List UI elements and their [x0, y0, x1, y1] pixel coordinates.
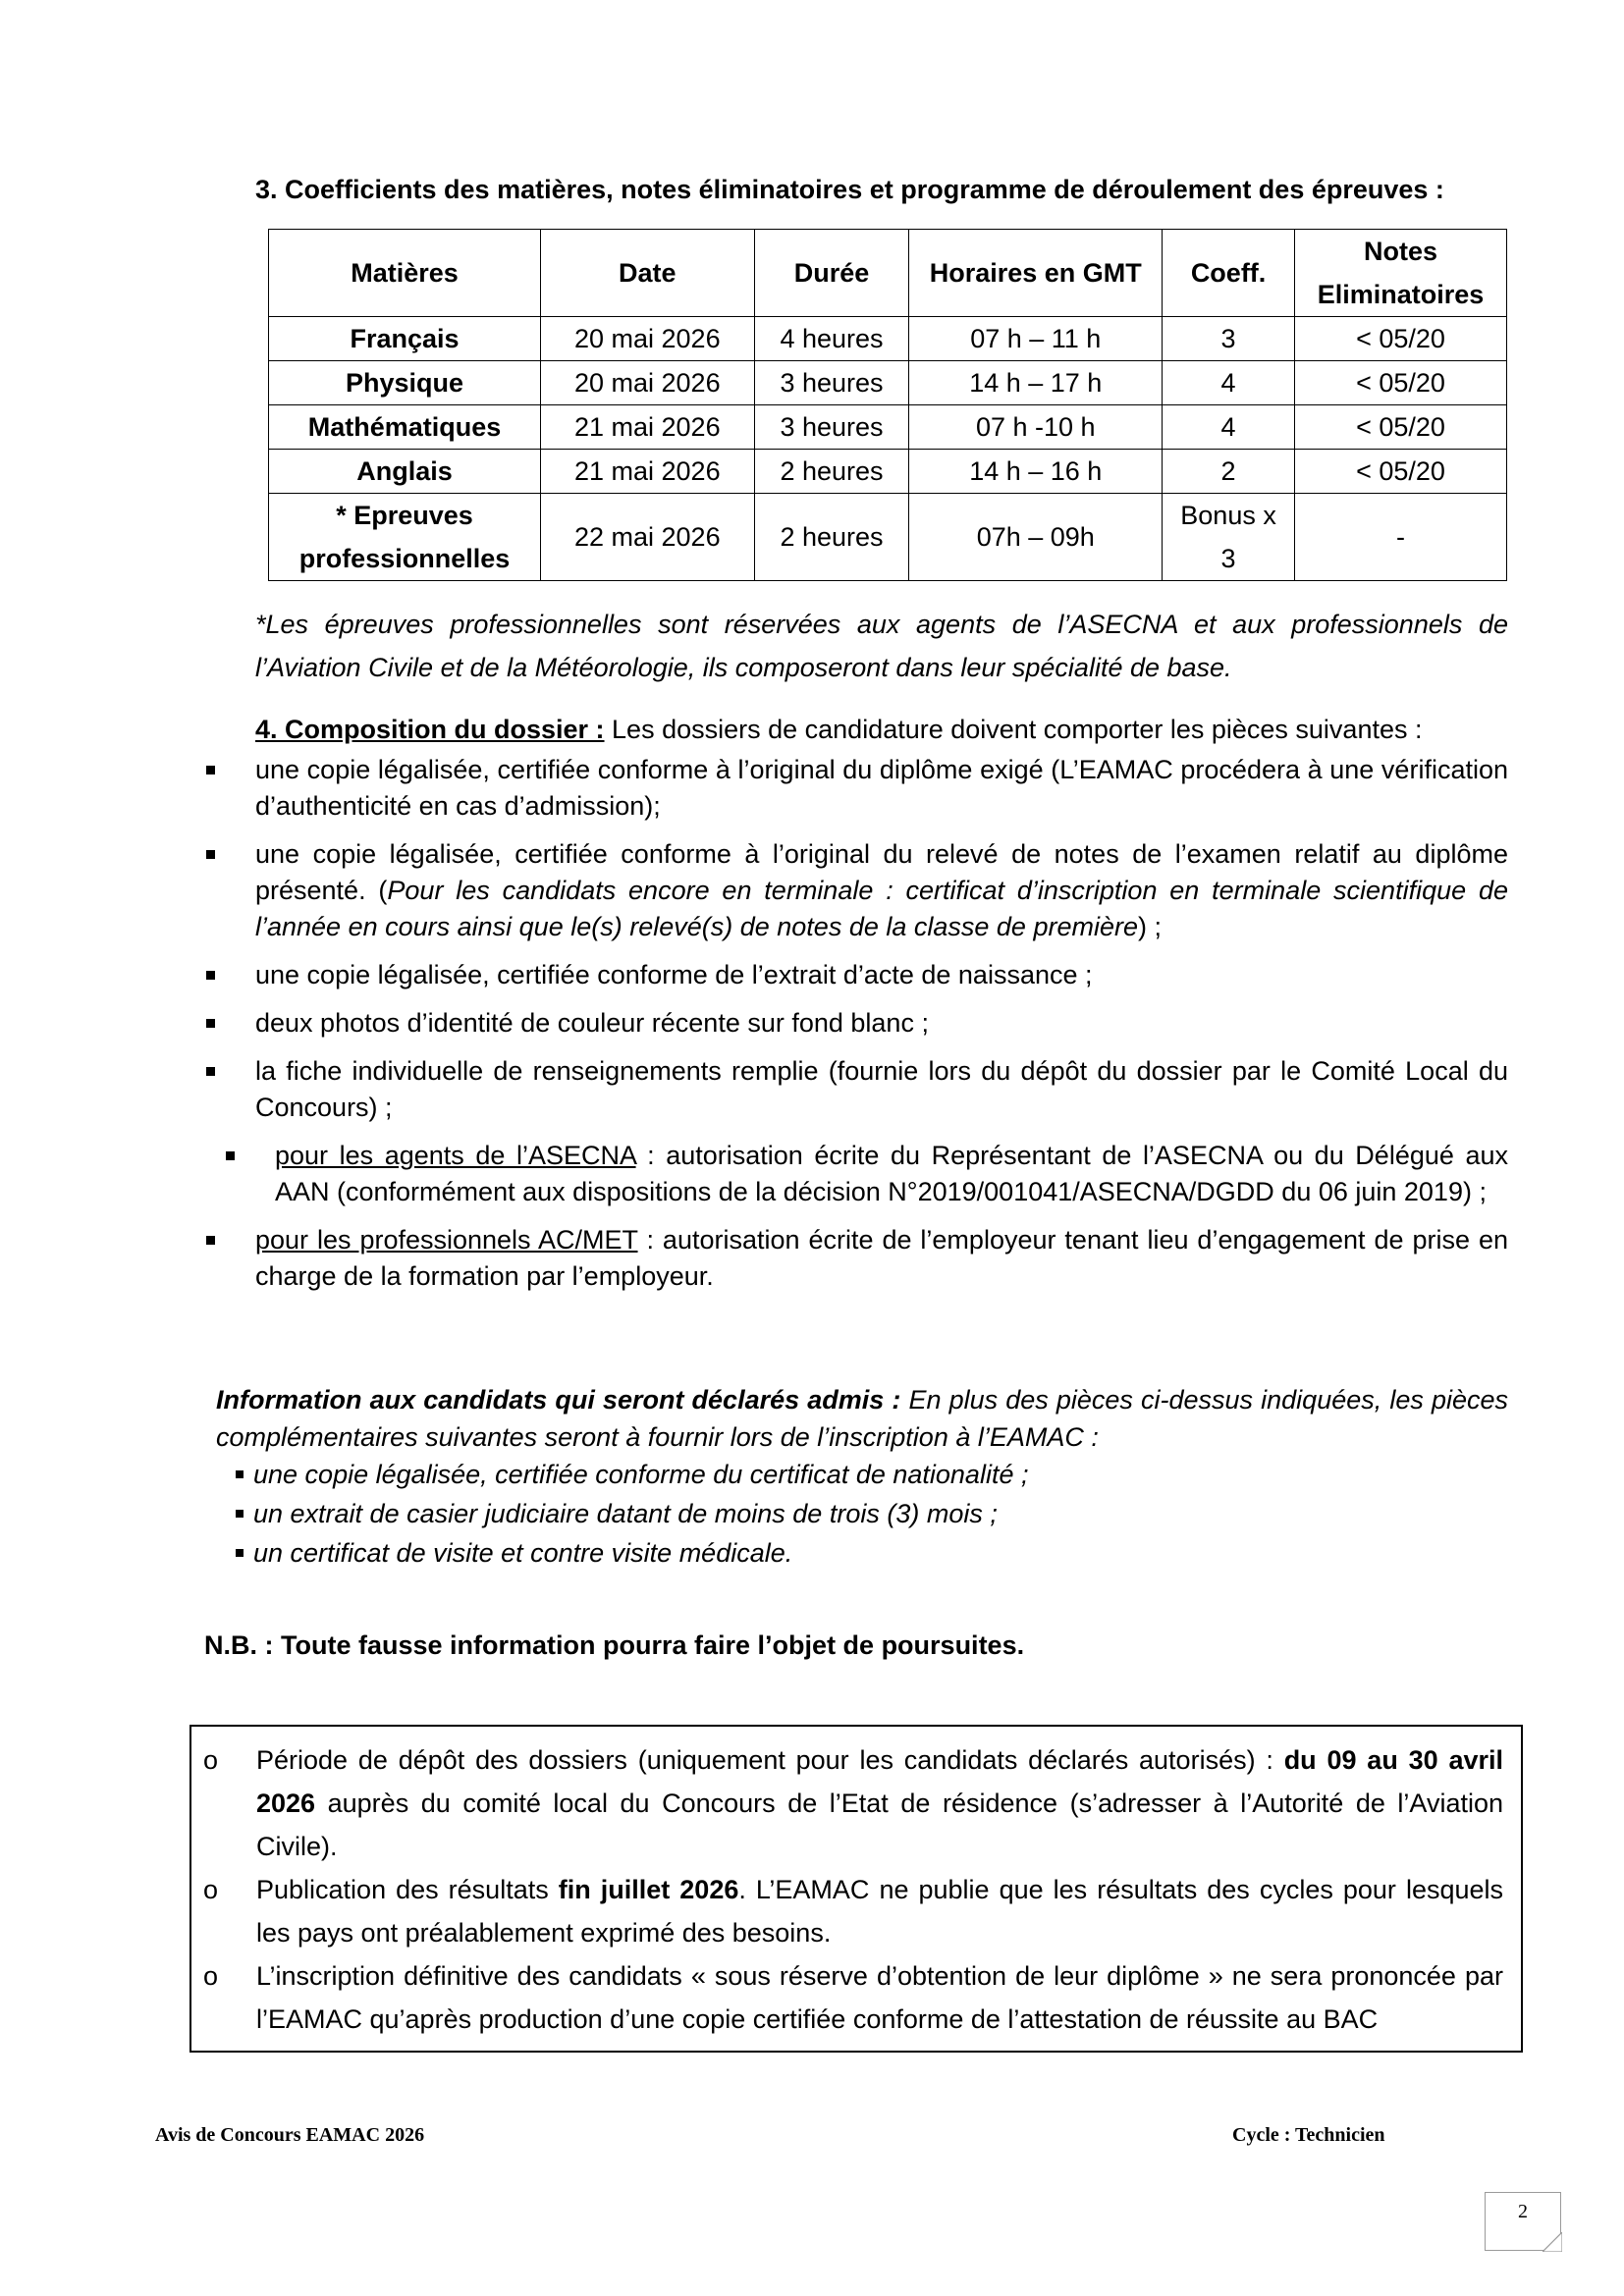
cell-date: 21 mai 2026 [540, 450, 754, 494]
list-item [253, 1457, 1432, 1493]
cell-horaires: 07 h -10 h [909, 405, 1163, 450]
dossier-list [255, 752, 1508, 1307]
info-list [253, 1457, 1432, 1575]
cell-matiere: Français [269, 317, 541, 361]
nb-warning: N.B. : Toute fausse information pourra faire l’objet de poursuites. [204, 1630, 1025, 1660]
cell-duree: 3 heures [754, 361, 909, 405]
cell-horaires: 07 h – 11 h [909, 317, 1163, 361]
list-item [203, 1738, 1503, 1868]
cell-notes: < 05/20 [1295, 361, 1507, 405]
table-row [269, 405, 1507, 450]
list-item [255, 957, 1508, 993]
section-4-intro-text: Les dossiers de candidature doivent comporter les pièces suivantes : [604, 715, 1423, 744]
square-bullet-icon [206, 1236, 215, 1245]
cell-matiere: Anglais [269, 450, 541, 494]
results-text: Publication des résultats [256, 1875, 559, 1904]
cell-matiere: * Epreuves professionnelles [269, 494, 541, 581]
list-item [255, 1005, 1508, 1041]
cell-notes: < 05/20 [1295, 317, 1507, 361]
deadlines-box [189, 1725, 1523, 2053]
cell-duree: 2 heures [754, 450, 909, 494]
header-coeff: Coeff. [1163, 230, 1295, 317]
cell-coeff: 4 [1163, 361, 1295, 405]
header-notes-text: Notes Eliminatoires [1317, 237, 1485, 309]
square-bullet-icon [236, 1549, 244, 1557]
acmet-label: pour les professionnels AC/MET [255, 1225, 638, 1255]
asecna-label: pour les agents de l’ASECNA [275, 1141, 636, 1170]
header-horaires: Horaires en GMT [909, 230, 1163, 317]
cell-coeff: 4 [1163, 405, 1295, 450]
registration-text: L’inscription définitive des candidats « sous réserve d’obtention de leur diplôme » ne sera prononcée par l’EAMAC qu’après production d’une copie certifiée conforme de l’attestation de réussite au BAC [256, 1961, 1503, 2034]
list-item-text: deux photos d’identité de couleur récente sur fond blanc ; [255, 1008, 929, 1038]
table-row [269, 494, 1507, 581]
cell-notes: < 05/20 [1295, 450, 1507, 494]
info-label: Information aux candidats qui seront déclarés admis : [216, 1385, 901, 1415]
list-item-italic-text: Pour les candidats encore en terminale : certificat d’inscription en terminale scientifique de l’année en cours ainsi que le(s) relevé(s) de notes de la classe de première [255, 876, 1508, 941]
acmet-text: : autorisation écrite de l’employeur tenant lieu d’engagement de prise en charge de la formation par l’employeur. [255, 1225, 1508, 1291]
table-header-row [269, 230, 1507, 317]
list-item [255, 752, 1508, 825]
page-number-box [1485, 2192, 1561, 2251]
section-4-title: 4. Composition du dossier : [255, 715, 605, 744]
section-3-title: 3. Coefficients des matières, notes éliminatoires et programme de déroulement des épreuves : [255, 175, 1444, 204]
circle-bullet-icon: o [203, 1875, 219, 1904]
deposit-period-text: Période de dépôt des dossiers (uniquement pour les candidats déclarés autorisés) : [256, 1745, 1284, 1775]
info-paragraph [216, 1381, 1508, 1456]
cell-coeff: 2 [1163, 450, 1295, 494]
cell-duree: 2 heures [754, 494, 909, 581]
list-item [253, 1535, 1432, 1572]
cell-matiere: Mathématiques [269, 405, 541, 450]
deposit-period-text-end: auprès du comité local du Concours de l’Etat de résidence (s’adresser à l’Autorité de l’Aviation Civile). [256, 1789, 1503, 1861]
page-number: 2 [1518, 2201, 1528, 2222]
square-bullet-icon [236, 1470, 244, 1478]
table-row [269, 450, 1507, 494]
list-item [203, 1954, 1503, 2041]
square-bullet-icon [206, 850, 215, 859]
asecna-text: : autorisation écrite du Représentant de l’ASECNA ou du Délégué aux AAN (conformément aux dispositions de la décision N°2019/001041/ASECNA/DGDD du 06 juin 2019) ; [275, 1141, 1508, 1206]
footer-left: Avis de Concours EAMAC 2026 [155, 2124, 425, 2146]
square-bullet-icon [206, 766, 215, 774]
list-item-text: un extrait de casier judiciaire datant de moins de trois (3) mois ; [253, 1499, 998, 1528]
list-item [255, 1222, 1508, 1295]
circle-bullet-icon: o [203, 1745, 219, 1775]
info-text: En plus des pièces ci-dessus indiquées, les pièces complémentaires suivantes seront à fournir lors de l’inscription à l’EAMAC : [216, 1385, 1509, 1452]
cell-coeff: Bonus x 3 [1163, 494, 1295, 581]
cell-date: 21 mai 2026 [540, 405, 754, 450]
deadlines-list [203, 1738, 1504, 2041]
deposit-period-dates: du 09 au 30 avril 2026 [256, 1745, 1503, 1818]
cell-horaires: 14 h – 17 h [909, 361, 1163, 405]
square-bullet-icon [206, 1067, 215, 1076]
cell-horaires: 07h – 09h [909, 494, 1163, 581]
square-bullet-icon [206, 971, 215, 980]
list-item-text: la fiche individuelle de renseignements remplie (fournie lors du dépôt du dossier par le Comité Local du Concours) ; [255, 1056, 1508, 1122]
cell-duree: 4 heures [754, 317, 909, 361]
list-item [255, 836, 1508, 945]
cell-notes: < 05/20 [1295, 405, 1507, 450]
list-item-text: une copie légalisée, certifiée conforme du certificat de nationalité ; [253, 1460, 1029, 1489]
results-date: fin juillet 2026 [558, 1875, 739, 1904]
cell-date: 22 mai 2026 [540, 494, 754, 581]
list-item-text: une copie légalisée, certifiée conforme à l’original du relevé de notes de l’examen relatif au diplôme présenté. ( [255, 839, 1508, 905]
header-matieres: Matières [269, 230, 541, 317]
cell-horaires: 14 h – 16 h [909, 450, 1163, 494]
square-bullet-icon [226, 1151, 235, 1160]
list-item [203, 1868, 1504, 1954]
footer-right: Cycle : Technicien [1232, 2124, 1385, 2146]
square-bullet-icon [206, 1019, 215, 1028]
cell-coeff: 3 [1163, 317, 1295, 361]
page-curl-icon [1543, 2232, 1562, 2252]
table-row [269, 317, 1507, 361]
results-text-end: . L’EAMAC ne publie que les résultats des cycles pour lesquels les pays ont préalablement exprimé des besoins. [256, 1875, 1504, 1948]
list-item [255, 1053, 1508, 1126]
table-row [269, 361, 1507, 405]
list-item-text: une copie légalisée, certifiée conforme de l’extrait d’acte de naissance ; [255, 960, 1093, 989]
cell-notes: - [1295, 494, 1507, 581]
professional-tests-note: *Les épreuves professionnelles sont réservées aux agents de l’ASECNA et aux professionnels de l’Aviation Civile et de la Météorologie, ils composeront dans leur spécialité de base. [255, 610, 1508, 682]
square-bullet-icon [236, 1510, 244, 1518]
header-date: Date [540, 230, 754, 317]
coefficients-table [268, 229, 1507, 581]
list-item-text: une copie légalisée, certifiée conforme à l’original du diplôme exigé (L’EAMAC procédera à une vérification d’authenticité en cas d’admission); [255, 755, 1508, 821]
section-4-intro [255, 711, 1422, 748]
header-duree: Durée [754, 230, 909, 317]
cell-duree: 3 heures [754, 405, 909, 450]
list-item-text-end: ) ; [1137, 912, 1162, 941]
circle-bullet-icon: o [203, 1961, 219, 1991]
cell-date: 20 mai 2026 [540, 317, 754, 361]
list-item [255, 1138, 1508, 1210]
header-notes [1295, 230, 1507, 317]
cell-matiere: Physique [269, 361, 541, 405]
cell-date: 20 mai 2026 [540, 361, 754, 405]
list-item-text: un certificat de visite et contre visite médicale. [253, 1538, 793, 1568]
list-item [253, 1496, 1432, 1532]
